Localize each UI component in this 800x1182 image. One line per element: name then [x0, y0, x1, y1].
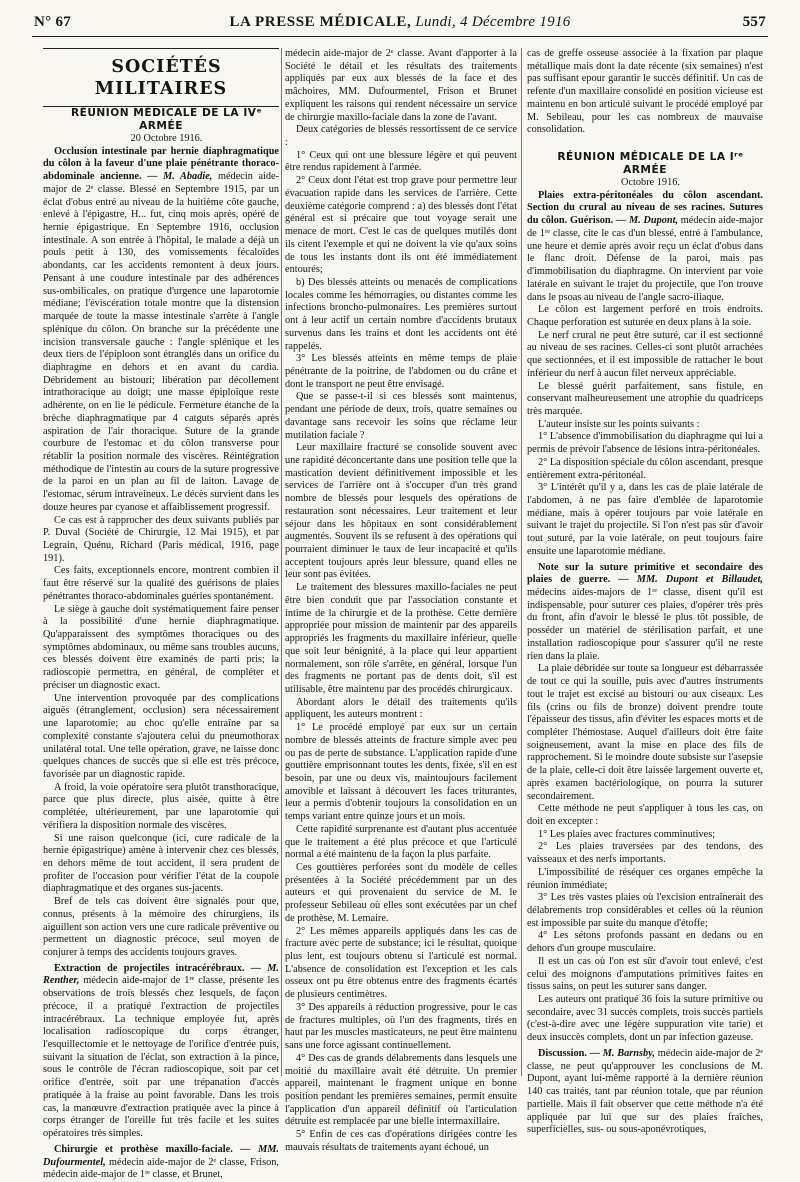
article-paragraph: 3° Des appareils à réduction progressive, pour le cas de fractures multiples, où l'un des fragments, tirés en haut par les muscles masticateurs, ne peut être maintenu sans une force agissant continuellement. — [285, 1001, 517, 1052]
article-title: Discussion. — [538, 1047, 587, 1059]
journal-name: LA PRESSE MÉDICALE, — [229, 14, 412, 30]
article-paragraph: Le traitement des blessures maxillo-faciales ne peut être bien conduit que par l'association constante et intime de la chirurgie et de la prothèse. Cette dernière appropriée pour mission de maintenir par des appareils appropriés les fragments du maxillaire inférieur, quelle que soit leur bénignité, à la place qui leur appartient normalement, son rôle s'arrête, en général, lorsque l'un des fragments ne portant pas de dents doit, s'il est utilisable, être maintenu par des procédés chirurgicaux. — [285, 582, 517, 695]
article-paragraph: cas de greffe osseuse associée à la fixation par plaque métallique mais dont la date récente (six semaines) n'est pas suffisant epour garantir le succès définitif. Un cas de refente d'un maxillaire consolidé en position vicieuse est maintenu en bon articulé suivant le procédé employé par M. Sebileau, pour les cas nombreux de mauvaise consolidation. — [527, 48, 763, 136]
article-paragraph: Extraction de projectiles intracérébraux. — M. Renther, médecin aide-major de 1ʳᵉ classe, présente les observations de trois blessés chez lesquels, de façon précoce, il a pratiqué l'extraction de projectiles intracérébraux. La technique employée fut, après localisation radioscopique du corps étranger, l'esquillectomie et le nettoyage de l'orifice d'entrée puis, suivant la situation de l'éclat, son extraction à la pince, sous le contrôle de l'écran radioscopique, soit par cet orifice d'entrée, soit par une trépanation d'accès pratiquée à la fraise au point favorable. Dans les trois cas, la manœuvre d'extraction pratiquée avec la pince à corps étranger de l'oreille fut très facile et les suites opératoires très simples. — [43, 962, 280, 1140]
article-paragraph: Le blessé guérit parfaitement, sans fistule, en conservant malheureusement une atrophie du quadriceps très marquée. — [527, 380, 763, 417]
issue-date: Lundi, 4 Décembre 1916 — [415, 14, 571, 30]
article-title: Chirurgie et prothèse maxillo-faciale. — [54, 1143, 233, 1155]
running-header — [32, 10, 768, 37]
article-author: — MM. Dupont et Billaudet, — [618, 574, 764, 586]
article-paragraph: 4° Des cas de grands délabrements dans lesquels une moitié du maxillaire avait été détruite. Un premier appareil, maintenant le fragment unique en bonne position pendant les premières semaines, permit ensuite l'application d'un appareil définitif où l'articulation détruite est remplacée par une bielle intermaxillaire. — [285, 1052, 517, 1128]
section-date: Octobre 1916. — [621, 177, 680, 189]
article-author: — M. Dupont, — [615, 215, 679, 227]
article-paragraph: Le nerf crural ne peut être suturé, car il est sectionné au niveau de ses racines. Celles-ci sont plutôt arrachées que sectionnées, et il est impossible de rattacher le bout inférieur du nerf à aucun filet nerveux appréciable. — [527, 329, 763, 379]
article-paragraph: Note sur la suture primitive et secondaire des plaies de guerre. — MM. Dupont et Billaudet, médecins aides-majors de 1ʳᵉ classe, disent qu'il est indispensable, pour suturer ces plaies, d'opérer très près du front, afin d'avoir le blessé le plus tôt possible, de posséder un matériel de stérilisation parfait, et une installation radioscopique pour s'assurer qu'il ne reste rien dans la plaie. — [527, 561, 764, 662]
article-paragraph: L'auteur insiste sur les points suivants : — [538, 418, 700, 430]
article-paragraph: 2° Ceux dont l'état est trop grave pour permettre leur évacuation rapide dans les services de l'arrière. Cette deuxième catégorie comprend : a) des blessés dont l'état général est si précaire que tout voyage serait une menace de mort. C'est le cas de quelques mutilés dont ils citent l'exemple et qui ne doivent la vie qu'aux soins de tous les instants dont ils ont été immédiatement entourés; — [285, 175, 517, 276]
article-paragraph: Chirurgie et prothèse maxillo-faciale. — MM. Dufourmentel, médecin aide-major de 2ᵉ classe, Frison, médecin aide-major de 1ʳᵉ classe, et Brunet, — [43, 1143, 279, 1181]
article-paragraph: 1° Ceux qui ont une blessure légère et qui peuvent être rendus rapidement à l'armée. — [285, 149, 517, 174]
column-left — [43, 48, 280, 1181]
article-paragraph: Ces gouttières perforées sont du modèle de celles présentées à la Société précédemment par un des auteurs et qui provenaient du service de M. le professeur Sebileau où elles sont exécutées par un chef de prothèse, M. Lemaire. — [285, 862, 517, 924]
article-paragraph: 2° Les mêmes appareils appliqués dans les cas de fracture avec perte de substance; ici le résultat, quoique plus lent, est toujours obtenu si l'articulé est normal. L'absence de consolidation est l'exception et les cals osseux ont pu être obtenus entre des fragments écartés de plusieurs centimètres. — [285, 925, 517, 1001]
article-title: Extraction de projectiles intracérébraux. — [54, 962, 245, 974]
page-number: 557 — [742, 14, 766, 30]
journal-title-line — [32, 14, 768, 31]
rubric-title: SOCIÉTÉS MILITAIRES — [43, 48, 279, 107]
article-paragraph: Il est un cas où l'on est sûr d'avoir tout enlevé, c'est celui des moignons d'amputations primitives faites en tissus sains, on peut les suturer sans danger. — [527, 955, 763, 993]
article-paragraph: 5° Enfin de ces cas d'opérations dirigées contre les mauvais résultats de traitements ayant échoué, un — [285, 1129, 517, 1153]
article-paragraph: A froid, la voie opératoire sera plutôt transthoracique, parce que plus directe, plus aisée, quitte à être complétée, ultérieurement, par une laparotomie qui vérifiera la disposition normale des viscères. — [43, 781, 279, 831]
article-paragraph: Cette rapidité surprenante est d'autant plus accentuée que le traitement a été plus précoce et que l'articulé normal a été maintenu de la façon la plus parfaite. — [285, 823, 517, 861]
article-paragraph: Leur maxillaire fracturé se consolide souvent avec une rapidité déconcertante dans une position telle que la mastication devient définitivement impossible et les services de l'arrière ont à s'occuper d'un très grand nombre de blessés pour lesquels des opérations de restauration sont nécessaires. Leur traitement et leur séjour dans les hôpitaux en sont considérablement augmentés. Souvent ils se refusent à des opérations qui pourraient diminuer le taux de leur incapacité et qu'ils acceptent toujours après leur blessure, quand elles ne leur sont pas évitées. — [285, 442, 517, 581]
article-paragraph: Les auteurs ont pratiqué 36 fois la suture primitive ou secondaire, avec 31 succès complets, trois succès partiels (c'est-à-dire avec une légère suppuration vite tarie) et deux insuccès complets, dont un par infection gazeuse. — [527, 994, 763, 1044]
section-heading: RÉUNION MÉDICALE DE LA IVᵉ ARMÉE — [70, 107, 263, 132]
article-author: — MM. Dufourmentel, — [43, 1143, 279, 1168]
article-paragraph: Discussion. — M. Barnsby, médecin aide-major de 2ᵉ classe, ne peut qu'approuver les conclusions de M. Dupont, ayant lui-même rapporté à la dernière réunion 140 cas traités, tant par réunion totale, que par réunion partielle. Mais il fait observer que cette méthode n'a été appliquée par lui que sur des plaies fraîches, superficielles, sus- ou sous-aponévrotiques, — [527, 1047, 764, 1136]
article-paragraph: Le côlon est largement perforé en trois endroits. Chaque perforation est suturée en deux plans à la soie. — [527, 304, 763, 328]
article-author: — M. Abadie, — [147, 171, 213, 183]
article-author: — M. Renther, — [43, 962, 280, 987]
article-paragraph: Ce cas est à rapprocher des deux suivants publiés par P. Duval (Société de Chirurgie, 12 Mai 1915), et par Legrain, Quénu, Richard (Paris médical, 1916, page 191). — [43, 514, 279, 564]
article-paragraph: Deux catégories de blessés ressortissent de ce service : — [285, 124, 517, 149]
article-paragraph: Cette méthode ne peut s'appliquer à tous les cas, on doit en excepter : — [527, 803, 763, 827]
article-paragraph: 2° La disposition spéciale du côlon ascendant, presque entièrement extra-péritonéal. — [527, 456, 763, 481]
article-paragraph: Une intervention provoquée par des complications aiguës (étranglement, occlusion) sera nécessairement une laparotomie; au choc qu'elle entraîne par sa complexité constante s'ajoutera celui du pneumothorax unilatéral total. Une telle opération, grave, ne laisse donc quelques chances de succès que si elle est très précoce, favorisée par un diagnostic rapide. — [43, 692, 279, 780]
article-title: Plaies extra-péritonéales du côlon ascendant. Section du crural au niveau de ses racines. Sutures du côlon. Guérison. — [527, 189, 763, 227]
column-rule-left — [281, 48, 282, 1076]
article-paragraph: Le siège à gauche doit systématiquement faire penser à la possibilité d'une hernie diaphragmatique. Qu'apparaissent des symptômes thoraciques ou des symptômes abdominaux, ou même sans troubles aucuns, ces blessés doivent être examinés de parti pris; la radioscopie permettra, en général, de compléter et préciser un diagnostic exact. — [43, 603, 279, 691]
article-paragraph: Ces faits, exceptionnels encore, montrent combien il faut être réservé sur la qualité des guérisons de plaies pénétrantes thoraco-abdominales guéries spontanément. — [43, 565, 279, 602]
article-paragraph: Si une raison quelconque (ici, cure radicale de la hernie épigastrique) amène à intervenir chez ces blessés, en dehors même de tout accident, il sera prudent de profiter de l'occasion pour vérifier l'état de la coupole diaphragmatique et des organes sus-jacents. — [43, 832, 279, 895]
article-paragraph: 2° Les plaies traversées par des tendons, des vaisseaux et des nerfs importants. — [527, 841, 763, 866]
column-middle — [285, 48, 517, 1153]
article-paragraph: La plaie débridée sur toute sa longueur est débarrassée de tout ce qui la souille, puis avec d'autres instruments tout le trajet est excisé au bistouri ou aux ciseaux. Les fils (crins ou fils de bronze) doivent prendre toute l'épaisseur des tissus, afin d'éviter les espaces morts et de compléter l'hémostase. Auquel d'ailleurs doit être faite soigneusement, avant la mise en place des fils de rapprochement. Si le moindre doute subsiste sur l'asepsie de la plaie, celle-ci doit être laissée largement ouverte et, après examen bactériologique, on pourra la suturer secondairement. — [527, 663, 763, 802]
article-title: Occlusion intestinale par hernie diaphragmatique du côlon à la faveur d'une plaie pénétrante thoraco-abdominale ancienne. — [43, 145, 279, 183]
article-paragraph: 3° L'intérêt qu'il y a, dans les cas de plaie latérale de l'abdomen, à ne pas faire d'emblée de laparotomie médiane, mais à opérer toujours par voie latérale en suivant le trajet du projectile. Si l'on n'est pas sûr d'avoir tout suturé, par la voie latérale, on peut toujours faire ensuite une laparotomie médiane. — [527, 482, 763, 557]
section-heading: RÉUNION MÉDICALE DE LA Iʳᵉ ARMÉE — [557, 151, 744, 177]
article-paragraph: Plaies extra-péritonéales du côlon ascendant. Section du crural au niveau de ses racines. Sutures du côlon. Guérison. — M. Dupont, médecin aide-major de 1ʳᵉ classe, cite le cas d'un blessé, entré à l'ambulance, une heure et demie après avoir reçu un éclat d'obus dans le flanc droit. Défense de la paroi, mais pas d'immobilisation du diaphragme. On intervient par voie latérale en suivant le trajet du projectile, que l'on trouve dans le psoas au niveau de l'angle sacro-iliaque. — [527, 189, 764, 303]
article-paragraph: 1° Le procédé employé par eux sur un certain nombre de blessés atteints de fracture simple avec peu ou pas de perte de substance. L'application rapide d'une gouttière emprisonnant toutes les dents, fixée, s'il en est besoin, par une ou deux vis, maintoujours facilement amovible et laissant à découvert les faces triturantes, leur a permis d'obtenir toujours la consolidation en un temps variant entre quinze jours et un mois. — [285, 722, 517, 823]
issue-number: N° 67 — [34, 14, 72, 30]
article-paragraph: Occlusion intestinale par hernie diaphragmatique du côlon à la faveur d'une plaie pénétrante thoraco-abdominale ancienne. — M. Abadie, médecin aide-major de 2ᵉ classe. Blessé en Septembre 1915, par un éclat d'obus entré au niveau de la huitième côte gauche, enlevé à l'épigastre, H... fut, cinq mois après, opéré de hernie épigastrique. En Septembre 1916, occlusion intestinale. A son entrée à l'hôpital, le malade a déjà un pouls petit à 130, des vomissements fécaloïdes abondants, car les accidents remontent à deux jours. Pensant à une coudure intestinale par des adhérences sus-ombilicales, on pratique d'urgence une laparotomie médiane; l'éviscération totale montre que la distension marquée de toute la masse intestinale s'arrête à l'angle splénique du côlon. On branche sur la précédente une incision transversale gauche : l'angle splénique et les deux tiers de l'épiploon sont étranglés dans un orifice du diaphragme en dehors et en avant du cardia. Débridement au bistouri; libération par décollement intrathoracique au doigt; une masse épiploïque reste adhérente, on en lie le pédicule. Fermeture étanche de la brèche diaphragmatique par 4 catguts séparés après aspiration de l'air thoracique. Suture de la grande courbure de l'estomac et du côlon transverse pour rétablir la position normale des viscères. Réintégration méthodique de l'intestin au cours de la suture progressive de la paroi en un plan au fil de laiton. Lavage de l'estomac, sérum intraveineux. Le décès survient dans les douze heures par cyanose et affaiblissement progressif. — [43, 145, 280, 513]
article-paragraph: Que se passe-t-il si ces blessés sont maintenus, pendant une période de deux, trois, quatre semaines ou davantage sans recevoir les soins que réclame leur mutilation faciale ? — [285, 391, 517, 441]
article-paragraph: Abordant alors le détail des traitements qu'ils appliquent, les auteurs montrent : — [285, 696, 517, 721]
article-paragraph: 3° Les blessés atteints en même temps de plaie pénétrante de la poitrine, de l'abdomen ou du crâne et dont le transport ne peut être envisagé. — [285, 353, 517, 390]
article-paragraph: médecin aide-major de 2ᵉ classe. Avant d'apporter à la Société le détail et les résultats des traitements appliqués par eux aux blessés de la face et des mâchoires, MM. Dufourmentel, Frison et Brunet expliquent les raisons qui rendent nécessaire un service de chirurgie maxillo-faciale dans la zone de l'avant. — [285, 48, 517, 123]
article-author: — M. Barnsby, — [589, 1047, 655, 1059]
article-paragraph: 3° Les très vastes plaies où l'excision entraînerait des délabrements trop considérables et celles où la réunion est impossible par suite du manque d'étoffe; — [527, 892, 763, 929]
column-right — [527, 48, 764, 1136]
article-paragraph: 1° L'absence d'immobilisation du diaphragme qui lui a permis de prévoir l'absence de lésions intra-péritonéales. — [527, 431, 763, 456]
column-rule-right — [521, 48, 522, 1076]
section-date: 20 Octobre 1916. — [130, 133, 203, 144]
article-paragraph: L'impossibilité de réséquer ces organes empêche la réunion immédiate; — [527, 866, 763, 891]
article-paragraph: Bref de tels cas doivent être signalés pour que, connus, présents à la mémoire des chirurgiens, ils aiguillent son action vers une cure radicale préventive ou permettent un diagnostic précoce, seul moyen de conjurer à temps des accidents toujours graves. — [43, 896, 279, 958]
article-title: Note sur la suture primitive et secondaire des plaies de guerre. — [527, 561, 763, 586]
article-paragraph: b) Des blessés atteints ou menacés de complications locales comme les hémorragies, ou distantes comme les infections broncho-pulmonaires. Les premières surtout ont à leur actif un certain nombre d'accidents brutaux survenus dans les trains et dont les accidents ont été rappelés. — [285, 276, 517, 352]
article-paragraph: 1° Les plaies avec fractures comminutives; — [538, 828, 716, 840]
article-paragraph: 4° Les sétons profonds passant en dedans ou en dehors d'un groupe musculaire. — [527, 930, 763, 955]
